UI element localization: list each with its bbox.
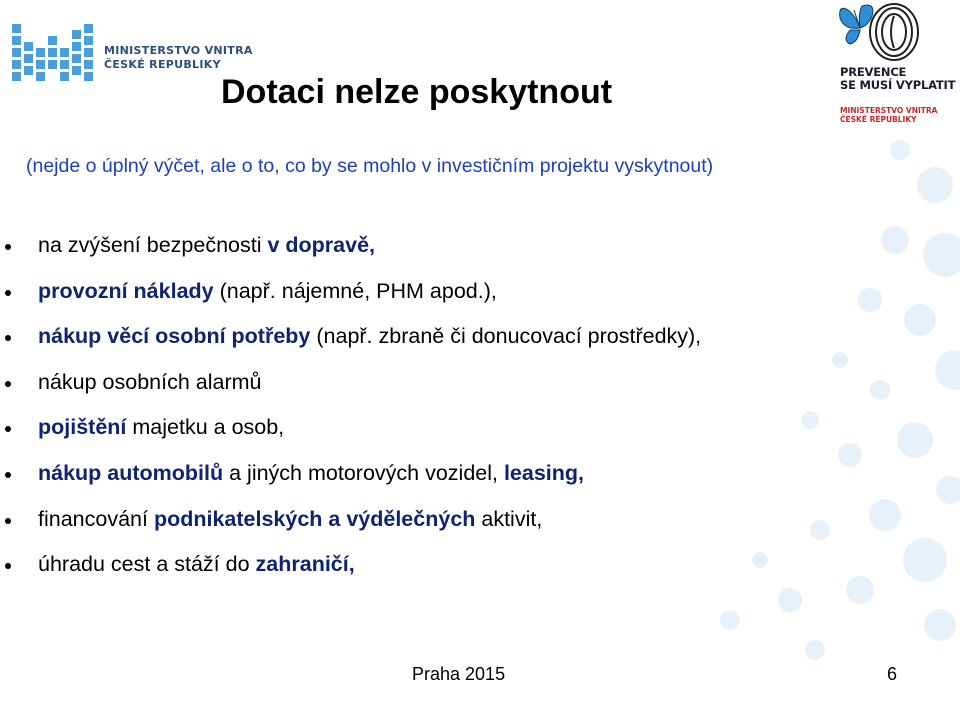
bullet-dot-icon [5,426,11,432]
prevention-ministry-line2: ČESKÉ REPUBLIKY [840,115,917,124]
bullet-text: (např. zbraně či donucovací prostředky), [310,324,702,349]
bullet-text-bold: podnikatelských a výdělečných [153,506,476,531]
page-number: 6 [887,664,898,684]
slide-subtitle: (nejde o úplný výčet, ale o to, co by se mohlo v investičním projektu vyskytnout) [26,155,714,177]
bullet-dot-icon [5,290,11,296]
bullet-dot-icon [5,381,11,387]
prevention-logo-title [840,66,955,92]
bullet-text: a jiných motorových vozidel, [223,460,504,485]
bullet-list [0,232,701,597]
bullet-text: financování [38,506,154,531]
prevention-logo-ministry [840,106,937,124]
bullet-text-bold: v dopravě, [267,233,376,257]
bullet-item [0,232,701,278]
bullet-text: majetku a osob, [126,415,285,440]
bullet-dot-icon [5,335,11,341]
bullet-text-bold: leasing, [503,460,585,485]
ministry-logo-text [104,44,253,72]
footer-place-year: Praha 2015 [412,664,506,684]
butterfly-fingerprint-icon [836,2,954,64]
bullet-text: aktivit, [475,506,543,531]
bullet-text-bold: provozní náklady [38,278,214,303]
slide-title: Dotaci nelze poskytnout [221,73,613,111]
bullet-text-bold: nákup věcí osobní potřeby [38,324,311,349]
bullet-text: na zvýšení bezpečnosti [38,233,268,257]
bullet-item [0,414,701,460]
bullet-dot-icon [5,563,11,569]
bullet-item [0,506,701,552]
ministry-logo-line2: ČESKÉ REPUBLIKY [104,58,221,71]
bullet-item [0,369,701,415]
bullet-item [0,460,701,506]
bullet-text-bold: nákup automobilů [38,460,224,485]
bullet-text: úhradu cest a stáží do [38,552,256,577]
ministry-dots-logo-icon [8,18,100,84]
bullet-text: (např. nájemné, PHM apod.), [213,278,497,303]
bullet-dot-icon [5,518,11,524]
prevention-ministry-line1: MINISTERSTVO VNITRA [840,106,938,115]
bullet-dot-icon [5,244,11,250]
bullet-text: nákup osobních alarmů [38,369,262,394]
bullet-dot-icon [5,472,11,478]
prevention-logo-line1: PREVENCE [840,65,907,79]
bullet-text-bold: pojištění [38,415,127,440]
prevention-logo-line2: SE MUSÍ VYPLATIT [840,78,956,92]
bullet-item [0,551,701,597]
bullet-item [0,278,701,324]
bullet-item [0,323,701,369]
prevention-logo [836,2,954,126]
ministry-logo-line1: MINISTERSTVO VNITRA [104,44,253,57]
ministry-logo [8,18,253,84]
bullet-text-bold: zahraničí, [255,552,355,577]
